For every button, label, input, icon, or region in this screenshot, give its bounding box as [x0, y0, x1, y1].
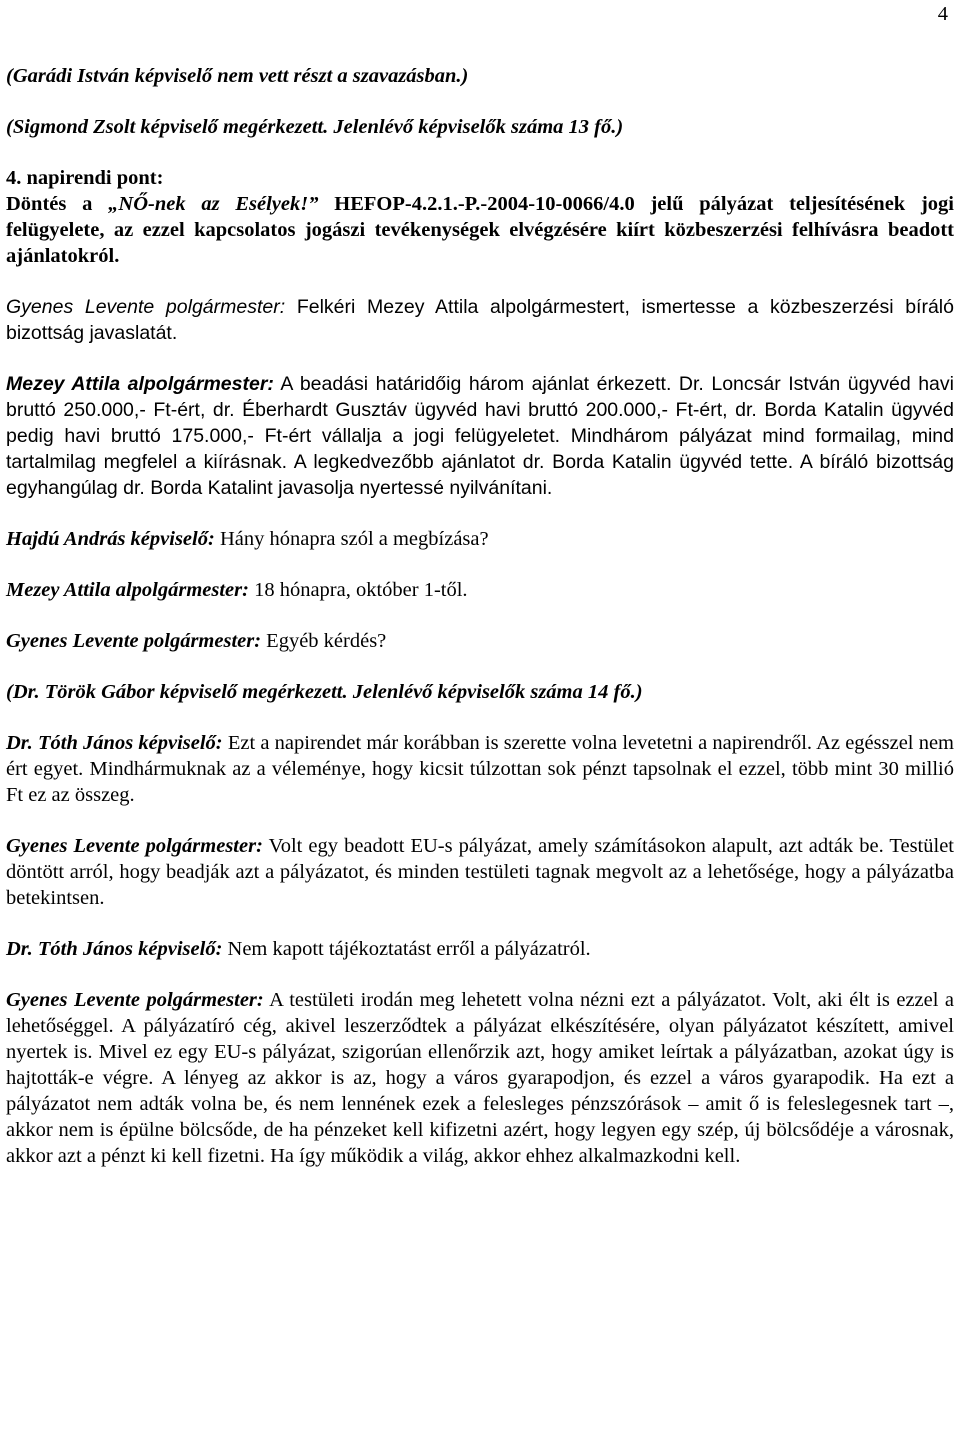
agenda-lead: Döntés a [6, 193, 109, 215]
statement-text: A beadási határidőig három ajánlat érkezett. Dr. Loncsár István ügyvéd havi bruttó 250.000,- Ft-ért, dr. Éberhardt Gusztáv ügyvéd havi bruttó 200.000,- Ft-ért, dr. Borda Katalin ügyvéd pedig havi bruttó 175.000,- Ft-ért vállalja a jogi felügyeletet. Mindhárom pályázat mind formailag, mind tartalmilag megfelel a kiírásnak. A legkedvezőbb ajánlatot dr. Borda Katalin ügyvéd tette. A bíráló bizottság egyhangúlag dr. Borda Katalint javasolja nyertessé nyilvánítani. [6, 373, 954, 499]
note-arrival-torok: (Dr. Török Gábor képviselő megérkezett. Jelenlévő képviselők száma 14 fő.) [6, 681, 643, 703]
statement-paragraph [6, 577, 954, 603]
speaker-name: Gyenes Levente polgármester: [6, 989, 264, 1011]
speaker-name: Dr. Tóth János képviselő: [6, 732, 223, 754]
speaker-name: Dr. Tóth János képviselő: [6, 938, 223, 960]
speaker-name: Mezey Attila alpolgármester: [6, 373, 274, 395]
statement-paragraph [6, 987, 954, 1169]
statement-paragraph [6, 628, 954, 654]
agenda-rest: HEFOP-4.2.1.-P.-2004-10-0066/4.0 jelű pályázat teljesítésének jogi felügyelete, az ezzel kapcsolatos jogászi tevékenységek elvégzésére kiírt közbeszerzési felhívásra beadott ajánlatokról. [6, 193, 954, 267]
statement-paragraph [6, 526, 954, 552]
note-absent-vote: (Garádi István képviselő nem vett részt a szavazásban.) [6, 65, 469, 87]
speaker-name: Hajdú András képviselő: [6, 528, 215, 550]
agenda-description [6, 191, 954, 269]
note-arrival-sigmond: (Sigmond Zsolt képviselő megérkezett. Jelenlévő képviselők száma 13 fő.) [6, 116, 624, 138]
speaker-name: Mezey Attila alpolgármester: [6, 579, 249, 601]
statement-text: Nem kapott tájékoztatást erről a pályázatról. [222, 938, 591, 960]
agenda-item [6, 165, 954, 269]
statement-paragraph [6, 833, 954, 911]
statement-text: Ezt a napirendet már korábban is szerette volna levetetni a napirendről. Az egésszel nem ért egyet. Mindhármuknak az a véleménye, hogy kicsit túlzottan sok pénzt tapsolnak el ezzel, több mint 30 millió Ft ez az összeg. [6, 732, 954, 806]
statement-paragraph [6, 730, 954, 808]
speaker-name: Gyenes Levente polgármester: [6, 630, 262, 652]
statement-text: Egyéb kérdés? [261, 630, 387, 652]
statement-paragraph [6, 936, 954, 962]
page-number: 4 [937, 3, 948, 25]
agenda-project-name: „NŐ-nek az Esélyek!” [108, 193, 319, 215]
statement-text: 18 hónapra, október 1-től. [248, 579, 468, 601]
statement-paragraph [6, 371, 954, 501]
statement-paragraph [6, 294, 954, 346]
statement-text: Hány hónapra szól a megbízása? [214, 528, 489, 550]
speaker-name: Gyenes Levente polgármester: [6, 835, 263, 857]
speaker-name: Gyenes Levente polgármester: [6, 296, 286, 318]
agenda-heading: 4. napirendi pont: [6, 167, 164, 189]
statement-text: A testületi irodán meg lehetett volna nézni ezt a pályázatot. Volt, aki élt is ezzel a lehetőséggel. A pályázatíró cég, akivel leszerződtek a pályázat elkészítésére, olyan pályázatot készített, amivel nyertek is. Mivel ez egy EU-s pályázat, szigorúan ellenőrzik azt, hogy amiket leírtak a pályázatban, azokat úgy is hajtották-e végre. A lényeg az akkor is az, hogy a város gyarapodjon, és ezzel a város gyarapodik. Ha ezt a pályázatot nem adták volna be, és nem lennének ezek a felesleges pénzszórások – amit ő is feleslegesnek tart –, akkor nem is épülne bölcsőde, de ha pénzeket kell kifizetni azért, hogy legyen egy szép, új bölcsődéje a városnak, akkor azt a pénzt ki kell fizetni. Ha így működik a világ, akkor ehhez alkalmazkodni kell. [6, 989, 955, 1167]
statement-text: Volt egy beadott EU-s pályázat, amely számításokon alapult, azt adták be. Testület döntött arról, hogy beadják azt a pályázatot, és minden testületi tagnak megvolt az a lehetősége, hogy a pályázatba betekintsen. [6, 835, 954, 909]
statement-text: Felkéri Mezey Attila alpolgármestert, ismertesse a közbeszerzési bíráló bizottság javaslatát. [6, 296, 954, 344]
